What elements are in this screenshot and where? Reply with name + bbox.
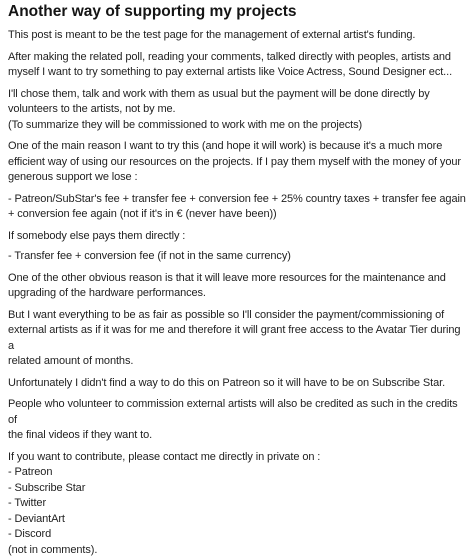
paragraph-direct-pay: [8, 229, 466, 245]
paragraph-line: (not in comments).: [8, 543, 466, 558]
paragraph-line: Unfortunately I didn't find a way to do this on Patreon so it will have to be on Subscribe Star.: [8, 376, 466, 392]
paragraph-line: upgrading of the hardware performances.: [8, 286, 466, 302]
paragraph-poll: [8, 50, 466, 81]
paragraph-line: - Patreon/SubStar's fee + transfer fee + conversion fee + 25% country taxes + transfer fee again: [8, 192, 466, 208]
paragraph-line: I'll chose them, talk and work with them as usual but the payment will be done directly by: [8, 87, 466, 103]
paragraph-contact: [8, 450, 466, 558]
paragraph-main-reason: [8, 139, 466, 186]
paragraph-line: generous support we lose :: [8, 170, 466, 186]
paragraph-test-page: [8, 28, 466, 44]
paragraph-line: efficient way of using our resources on the projects. If I pay them myself with the money of your: [8, 155, 466, 171]
paragraph-line: But I want everything to be as fair as possible so I'll consider the payment/commissioning of: [8, 308, 466, 324]
paragraph-direct-fees: [8, 249, 466, 265]
post-body: [8, 28, 466, 558]
paragraph-credits: [8, 397, 466, 444]
paragraph-line: One of the main reason I want to try this (and hope it will work) is because it's a much more: [8, 139, 466, 155]
paragraph-subscribe-star: [8, 376, 466, 392]
paragraph-line: (To summarize they will be commissioned to work with me on the projects): [8, 118, 466, 134]
paragraph-line: If somebody else pays them directly :: [8, 229, 466, 245]
contact-item-twitter: - Twitter: [8, 496, 466, 512]
paragraph-fees-list: [8, 192, 466, 223]
paragraph-line: the final videos if they want to.: [8, 428, 466, 444]
paragraph-line: This post is meant to be the test page for the management of external artist's funding.: [8, 28, 466, 44]
post-title: Another way of supporting my projects: [8, 2, 466, 22]
contact-item-discord: - Discord: [8, 527, 466, 543]
paragraph-other-reason: [8, 271, 466, 302]
paragraph-line: + conversion fee again (not if it's in € (never have been)): [8, 207, 466, 223]
paragraph-line: myself I want to try something to pay external artists like Voice Actress, Sound Designer ect...: [8, 65, 466, 81]
contact-item-subscribe-star: - Subscribe Star: [8, 481, 466, 497]
paragraph-line: One of the other obvious reason is that it will leave more resources for the maintenance and: [8, 271, 466, 287]
paragraph-volunteers: [8, 87, 466, 134]
paragraph-line: If you want to contribute, please contact me directly in private on :: [8, 450, 466, 466]
paragraph-line: After making the related poll, reading your comments, talked directly with peoples, artists and: [8, 50, 466, 66]
paragraph-line: related amount of months.: [8, 354, 466, 370]
contact-item-patreon: - Patreon: [8, 465, 466, 481]
paragraph-line: - Transfer fee + conversion fee (if not in the same currency): [8, 249, 466, 265]
contact-item-deviantart: - DeviantArt: [8, 512, 466, 528]
paragraph-line: People who volunteer to commission external artists will also be credited as such in the credits of: [8, 397, 466, 428]
paragraph-line: external artists as if it was for me and therefore it will grant free access to the Avatar Tier during a: [8, 323, 466, 354]
paragraph-line: volunteers to the artists, not by me.: [8, 102, 466, 118]
paragraph-fairness: [8, 308, 466, 370]
